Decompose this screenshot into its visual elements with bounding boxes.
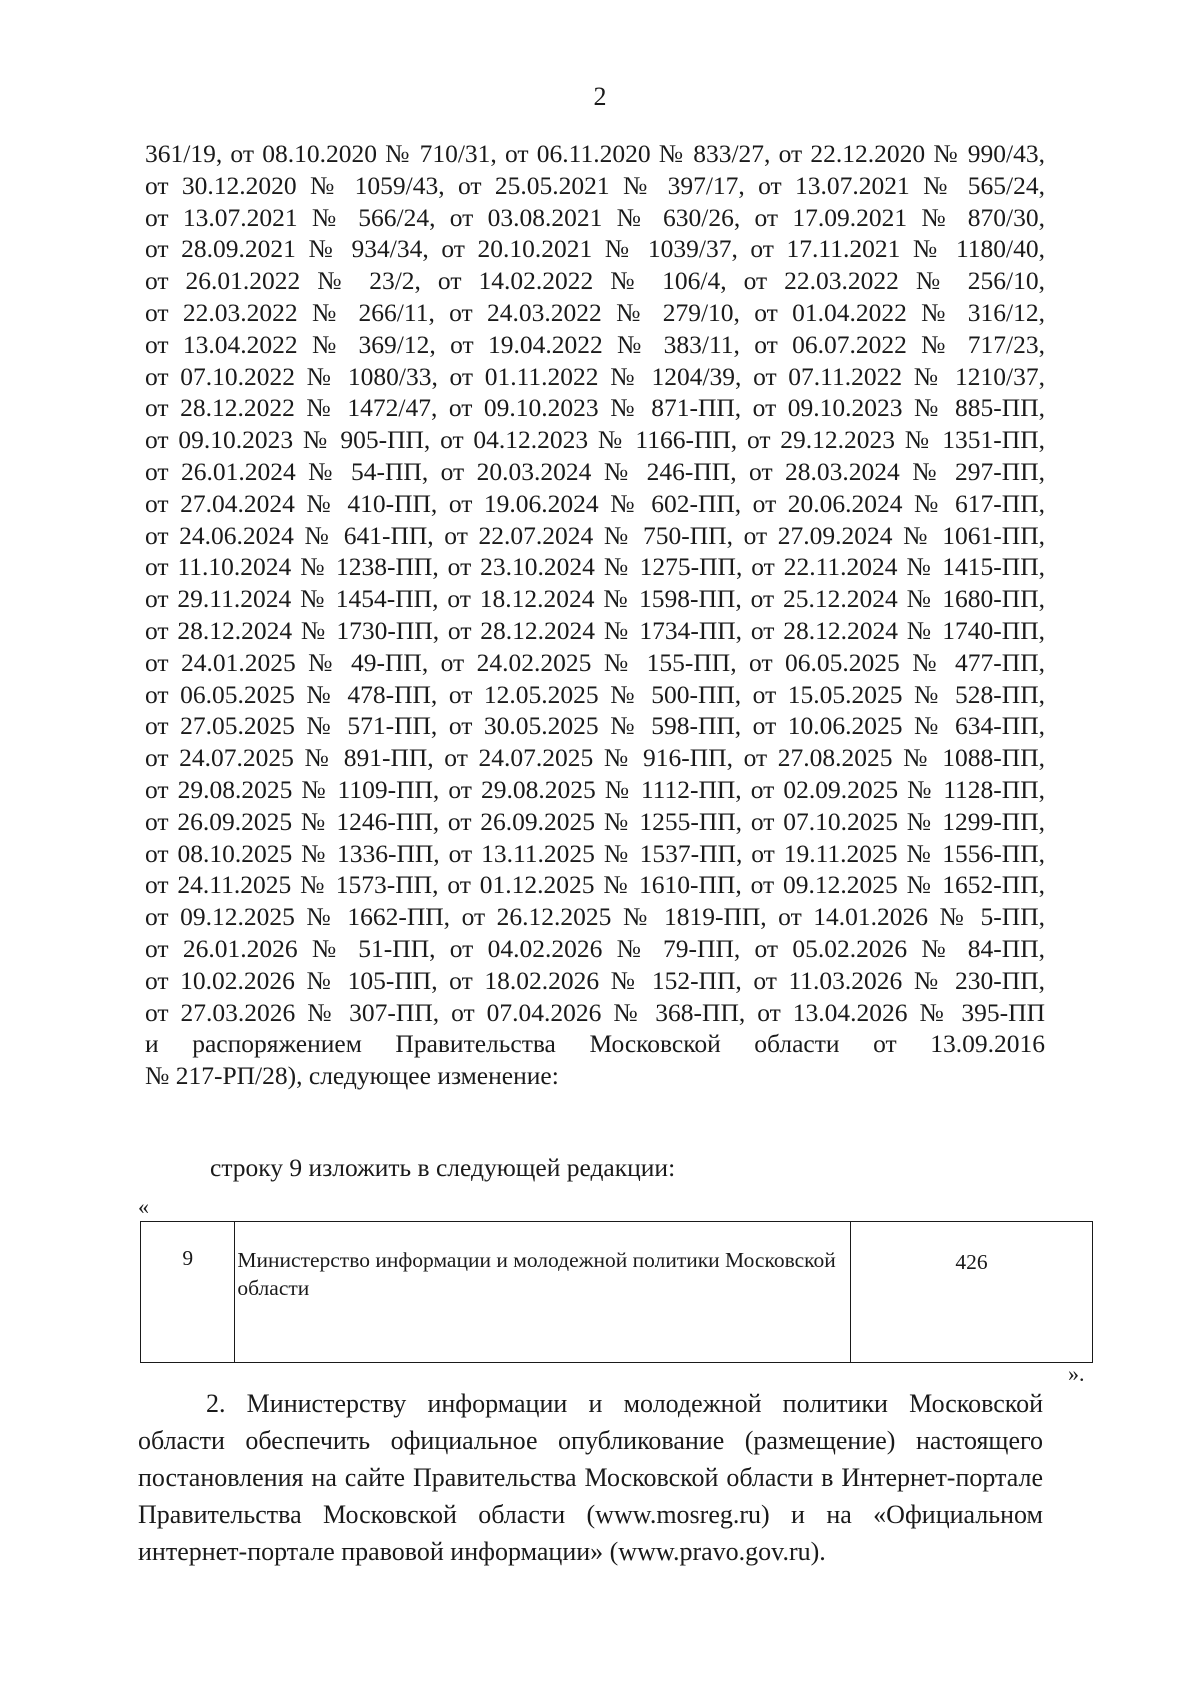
text-line: от 13.07.2021 № 566/24, от 03.08.2021 № 630/26, от 17.09.2021 № 870/30, [145,202,1045,232]
text-line: от 08.10.2025 № 1336-ПП, от 13.11.2025 № 1537-ПП, от 19.11.2025 № 1556-ПП, [145,838,1045,868]
amendment-instruction: строку 9 изложить в следующей редакции: [210,1153,676,1182]
organization-name-cell: Министерство информации и молодежной политики Московской области [235,1222,851,1363]
text-line: от 28.12.2024 № 1730-ПП, от 28.12.2024 № 1734-ПП, от 28.12.2024 № 1740-ПП, [145,615,1045,645]
text-line: от 29.11.2024 № 1454-ПП, от 18.12.2024 № 1598-ПП, от 25.12.2024 № 1680-ПП, [145,584,1045,614]
text-line: от 28.12.2022 № 1472/47, от 09.10.2023 № 871-ПП, от 09.10.2023 № 885-ПП, [145,393,1045,423]
text-line: от 26.01.2022 № 23/2, от 14.02.2022 № 106/4, от 22.03.2022 № 256/10, [145,266,1045,296]
text-line: от 09.12.2025 № 1662-ПП, от 26.12.2025 № 1819-ПП, от 14.01.2026 № 5-ПП, [145,902,1045,932]
text-line: от 11.10.2024 № 1238-ПП, от 23.10.2024 № 1275-ПП, от 22.11.2024 № 1415-ПП, [145,552,1045,582]
text-line: и распоряжением Правительства Московской области от 13.09.2016 [145,1029,1045,1059]
text-line: № 217-РП/28), следующее изменение: [145,1061,559,1091]
text-line: от 27.05.2025 № 571-ПП, от 30.05.2025 № 598-ПП, от 10.06.2025 № 634-ПП, [145,711,1045,741]
publication-paragraph-text: 2. Министерству информации и молодежной политики Московской области обеспечить официальное опубликование (размещение) настоящего постановления на сайте Правительства Московской области в Интернет-портале Правительства Московской области (www.mosreg.ru) и на «Официальном интернет-портале правовой информации» (www.pravo.gov.ru). [138,1389,1043,1566]
text-line: от 27.04.2024 № 410-ПП, от 19.06.2024 № 602-ПП, от 20.06.2024 № 617-ПП, [145,488,1045,518]
opening-quote-mark: « [138,1194,149,1219]
text-line: от 22.03.2022 № 266/11, от 24.03.2022 № 279/10, от 01.04.2022 № 316/12, [145,297,1045,327]
text-line: от 30.12.2020 № 1059/43, от 25.05.2021 № 397/17, от 13.07.2021 № 565/24, [145,170,1045,200]
text-line: от 27.03.2026 № 307-ПП, от 07.04.2026 № 368-ПП, от 13.04.2026 № 395-ПП [145,997,1045,1027]
text-line: от 26.01.2024 № 54-ПП, от 20.03.2024 № 246-ПП, от 28.03.2024 № 297-ПП, [145,456,1045,486]
text-line: от 09.10.2023 № 905-ПП, от 04.12.2023 № 1166-ПП, от 29.12.2023 № 1351-ПП, [145,425,1045,455]
text-line: от 13.04.2022 № 369/12, от 19.04.2022 № 383/11, от 06.07.2022 № 717/23, [145,329,1045,359]
text-line: от 10.02.2026 № 105-ПП, от 18.02.2026 № 152-ПП, от 11.03.2026 № 230-ПП, [145,965,1045,995]
amendment-table [140,1221,1093,1363]
table-row [141,1222,1093,1363]
text-line: от 07.10.2022 № 1080/33, от 01.11.2022 № 1204/39, от 07.11.2022 № 1210/37, [145,361,1045,391]
text-line: от 26.09.2025 № 1246-ПП, от 26.09.2025 № 1255-ПП, от 07.10.2025 № 1299-ПП, [145,806,1045,836]
text-line: от 24.06.2024 № 641-ПП, от 22.07.2024 № 750-ПП, от 27.09.2024 № 1061-ПП, [145,520,1045,550]
text-line: от 26.01.2026 № 51-ПП, от 04.02.2026 № 79-ПП, от 05.02.2026 № 84-ПП, [145,933,1045,963]
text-line: от 28.09.2021 № 934/34, от 20.10.2021 № 1039/37, от 17.11.2021 № 1180/40, [145,234,1045,264]
row-number-cell: 9 [141,1222,235,1363]
resolution-text-paragraph [145,138,1045,1092]
text-line: от 06.05.2025 № 478-ПП, от 12.05.2025 № 500-ПП, от 15.05.2025 № 528-ПП, [145,679,1045,709]
text-line: от 29.08.2025 № 1109-ПП, от 29.08.2025 № 1112-ПП, от 02.09.2025 № 1128-ПП, [145,774,1045,804]
text-line: от 24.11.2025 № 1573-ПП, от 01.12.2025 № 1610-ПП, от 09.12.2025 № 1652-ПП, [145,870,1045,900]
text-line: 361/19, от 08.10.2020 № 710/31, от 06.11.2020 № 833/27, от 22.12.2020 № 990/43, [145,139,1045,168]
publication-paragraph [138,1385,1043,1570]
value-cell: 426 [850,1222,1092,1363]
text-line: от 24.01.2025 № 49-ПП, от 24.02.2025 № 155-ПП, от 06.05.2025 № 477-ПП, [145,647,1045,677]
text-line: от 24.07.2025 № 891-ПП, от 24.07.2025 № 916-ПП, от 27.08.2025 № 1088-ПП, [145,743,1045,773]
page-number: 2 [593,82,607,111]
closing-quote-mark: ». [1068,1361,1085,1386]
